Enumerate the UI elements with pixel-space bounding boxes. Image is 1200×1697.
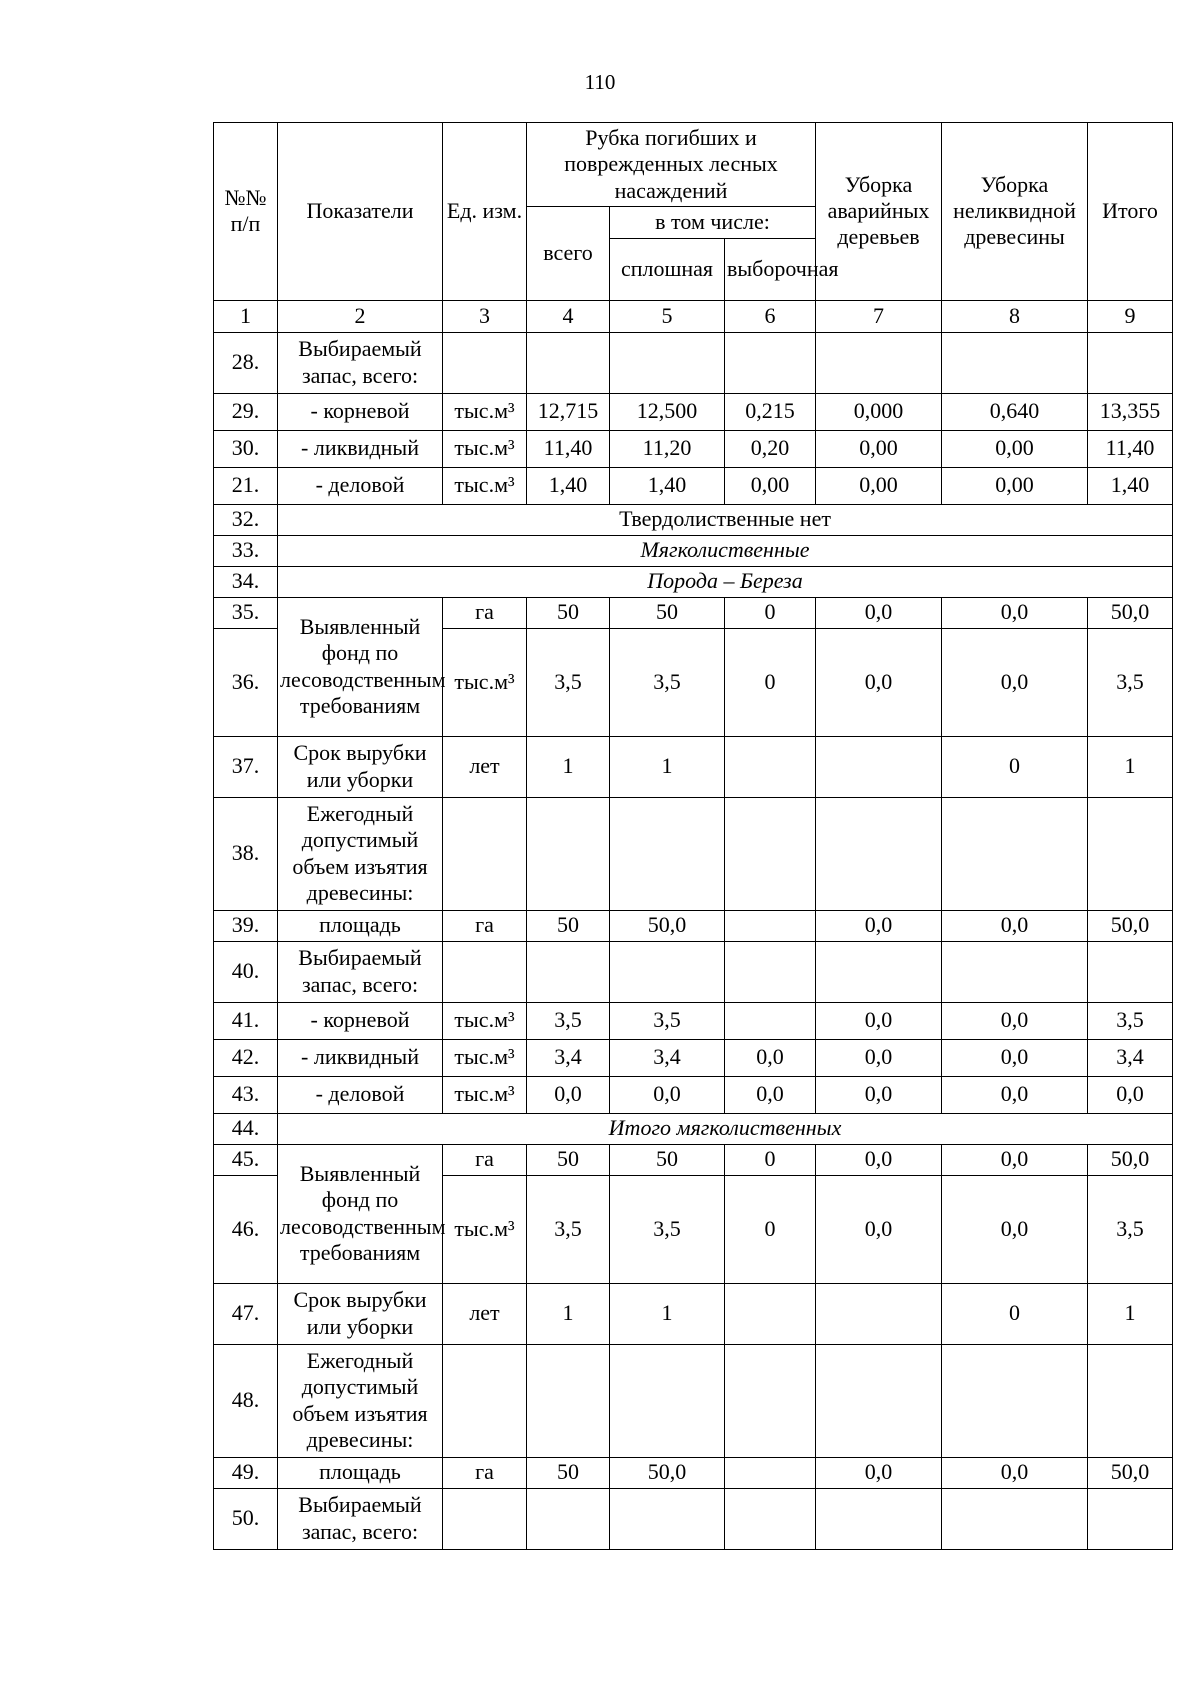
unit-cell: га [443, 910, 527, 941]
value-cell: 3,5 [527, 1002, 610, 1039]
unit-cell: тыс.м³ [443, 628, 527, 736]
value-cell: 0,215 [725, 393, 816, 430]
indicator-cell: Выбираемый запас, всего: [278, 1488, 443, 1549]
value-cell: 0,0 [942, 1076, 1088, 1113]
value-cell: 0,0 [816, 597, 942, 628]
row-number: 45. [214, 1144, 278, 1175]
value-cell: 0,0 [942, 597, 1088, 628]
header-indicator: Показатели [278, 123, 443, 301]
value-cell: 0,0 [816, 910, 942, 941]
unit-cell: лет [443, 1283, 527, 1344]
value-cell: 0,0 [816, 1076, 942, 1113]
unit-cell: тыс.м³ [443, 430, 527, 467]
value-cell: 50 [527, 910, 610, 941]
row-number: 40. [214, 941, 278, 1002]
value-cell: 0,0 [942, 1002, 1088, 1039]
unit-cell [443, 941, 527, 1002]
indicator-cell: - ликвидный [278, 1039, 443, 1076]
table-row [214, 797, 1173, 910]
value-cell: 0 [725, 628, 816, 736]
value-cell: 0,0 [725, 1039, 816, 1076]
value-cell: 50 [610, 597, 725, 628]
table-row [214, 1076, 1173, 1113]
value-cell: 3,5 [1088, 1175, 1173, 1283]
value-cell: 3,5 [527, 628, 610, 736]
value-cell: 0,0 [942, 1039, 1088, 1076]
value-cell: 3,5 [610, 628, 725, 736]
value-cell: 0,000 [816, 393, 942, 430]
value-cell: 50,0 [610, 1457, 725, 1488]
value-cell [942, 332, 1088, 393]
row-number: 21. [214, 467, 278, 504]
unit-cell: тыс.м³ [443, 393, 527, 430]
table-row [214, 1283, 1173, 1344]
value-cell [816, 941, 942, 1002]
value-cell [725, 1457, 816, 1488]
value-cell [816, 1283, 942, 1344]
value-cell [725, 1344, 816, 1457]
value-cell [725, 1488, 816, 1549]
value-cell: 0,20 [725, 430, 816, 467]
indicator-cell: Выбираемый запас, всего: [278, 332, 443, 393]
value-cell: 1 [610, 736, 725, 797]
unit-cell [443, 1488, 527, 1549]
row-number: 30. [214, 430, 278, 467]
indicator-cell: - корневой [278, 393, 443, 430]
value-cell [527, 1344, 610, 1457]
value-cell: 0 [942, 1283, 1088, 1344]
value-cell: 1,40 [527, 467, 610, 504]
indicator-cell: Выбираемый запас, всего: [278, 941, 443, 1002]
value-cell: 1 [1088, 736, 1173, 797]
value-cell [1088, 332, 1173, 393]
header-including: в том числе: [610, 207, 816, 238]
value-cell [610, 1488, 725, 1549]
value-cell [1088, 1344, 1173, 1457]
value-cell [816, 332, 942, 393]
value-cell: 11,40 [1088, 430, 1173, 467]
header-unit: Ед. изм. [443, 123, 527, 301]
value-cell: 50 [610, 1144, 725, 1175]
value-cell: 1,40 [610, 467, 725, 504]
value-cell [725, 797, 816, 910]
section-heading: Порода – Береза [278, 566, 1173, 597]
column-number-cell: 1 [214, 300, 278, 332]
row-number: 42. [214, 1039, 278, 1076]
value-cell: 11,40 [527, 430, 610, 467]
section-heading: Итого мягколиственных [278, 1113, 1173, 1144]
value-cell [1088, 941, 1173, 1002]
indicator-cell: - деловой [278, 1076, 443, 1113]
value-cell: 3,5 [610, 1002, 725, 1039]
value-cell [942, 797, 1088, 910]
value-cell: 3,4 [610, 1039, 725, 1076]
value-cell [725, 1002, 816, 1039]
row-number: 50. [214, 1488, 278, 1549]
value-cell [725, 332, 816, 393]
column-number-cell: 9 [1088, 300, 1173, 332]
row-number: 38. [214, 797, 278, 910]
value-cell: 0,0 [942, 1457, 1088, 1488]
table-row [214, 566, 1173, 597]
table-row [214, 1002, 1173, 1039]
value-cell: 0,0 [816, 1175, 942, 1283]
row-number: 48. [214, 1344, 278, 1457]
value-cell: 1 [1088, 1283, 1173, 1344]
indicator-cell: Ежегодный допустимый объем изъятия древесины: [278, 797, 443, 910]
value-cell: 0,0 [1088, 1076, 1173, 1113]
value-cell: 3,5 [527, 1175, 610, 1283]
value-cell: 50,0 [1088, 1457, 1173, 1488]
row-number: 33. [214, 535, 278, 566]
forest-harvest-table [213, 122, 1173, 1550]
value-cell: 50,0 [1088, 910, 1173, 941]
value-cell: 0,0 [816, 1144, 942, 1175]
header-clear: сплошная [610, 238, 725, 300]
value-cell: 0,0 [942, 910, 1088, 941]
indicator-cell: - корневой [278, 1002, 443, 1039]
value-cell: 3,5 [610, 1175, 725, 1283]
value-cell: 0,00 [816, 430, 942, 467]
row-number: 29. [214, 393, 278, 430]
table-row [214, 1457, 1173, 1488]
value-cell: 50,0 [610, 910, 725, 941]
value-cell: 50 [527, 597, 610, 628]
value-cell [816, 1488, 942, 1549]
value-cell: 50,0 [1088, 1144, 1173, 1175]
value-cell: 0,0 [816, 628, 942, 736]
value-cell [610, 941, 725, 1002]
column-number-cell: 5 [610, 300, 725, 332]
table-row [214, 467, 1173, 504]
value-cell [610, 797, 725, 910]
value-cell: 3,5 [1088, 1002, 1173, 1039]
row-number: 28. [214, 332, 278, 393]
value-cell: 0 [725, 597, 816, 628]
table-row [214, 504, 1173, 535]
row-number: 41. [214, 1002, 278, 1039]
value-cell: 0,0 [527, 1076, 610, 1113]
page-number: 110 [584, 70, 616, 94]
value-cell: 0,00 [942, 430, 1088, 467]
header-emergency: Уборка аварийных деревьев [816, 123, 942, 301]
table-row [214, 1344, 1173, 1457]
row-number: 32. [214, 504, 278, 535]
row-number: 43. [214, 1076, 278, 1113]
value-cell: 1 [610, 1283, 725, 1344]
indicator-cell: - деловой [278, 467, 443, 504]
value-cell: 0,640 [942, 393, 1088, 430]
header-total: Итого [1088, 123, 1173, 301]
row-number: 47. [214, 1283, 278, 1344]
column-number-cell: 7 [816, 300, 942, 332]
value-cell: 0 [725, 1144, 816, 1175]
value-cell: 3,4 [527, 1039, 610, 1076]
value-cell: 0,0 [942, 1175, 1088, 1283]
row-number: 39. [214, 910, 278, 941]
value-cell: 11,20 [610, 430, 725, 467]
value-cell: 12,715 [527, 393, 610, 430]
indicator-cell: Ежегодный допустимый объем изъятия древесины: [278, 1344, 443, 1457]
indicator-cell: площадь [278, 1457, 443, 1488]
value-cell: 0,00 [942, 467, 1088, 504]
value-cell [610, 1344, 725, 1457]
table-row [214, 941, 1173, 1002]
table-row [214, 393, 1173, 430]
value-cell [725, 1283, 816, 1344]
table-row [214, 1039, 1173, 1076]
value-cell: 0,0 [942, 628, 1088, 736]
column-numbers-row [214, 300, 1173, 332]
unit-cell: га [443, 1457, 527, 1488]
unit-cell: га [443, 597, 527, 628]
header-total-cut: всего [527, 207, 610, 300]
column-number-cell: 8 [942, 300, 1088, 332]
value-cell [816, 736, 942, 797]
value-cell: 13,355 [1088, 393, 1173, 430]
header-num: №№ п/п [214, 123, 278, 301]
value-cell: 0,0 [816, 1002, 942, 1039]
table-row [214, 430, 1173, 467]
unit-cell: тыс.м³ [443, 1002, 527, 1039]
value-cell: 0 [725, 1175, 816, 1283]
value-cell: 50 [527, 1457, 610, 1488]
value-cell: 50 [527, 1144, 610, 1175]
indicator-cell: площадь [278, 910, 443, 941]
row-number: 46. [214, 1175, 278, 1283]
value-cell: 1 [527, 1283, 610, 1344]
row-number: 37. [214, 736, 278, 797]
value-cell: 0,0 [725, 1076, 816, 1113]
column-number-cell: 2 [278, 300, 443, 332]
unit-cell: га [443, 1144, 527, 1175]
table-row [214, 1113, 1173, 1144]
value-cell: 3,4 [1088, 1039, 1173, 1076]
row-number: 35. [214, 597, 278, 628]
value-cell: 0 [942, 736, 1088, 797]
table-row [214, 1488, 1173, 1549]
unit-cell: тыс.м³ [443, 1175, 527, 1283]
indicator-cell: Срок вырубки или уборки [278, 736, 443, 797]
value-cell: 1 [527, 736, 610, 797]
table-row [214, 332, 1173, 393]
header-illiquid: Уборка неликвидной древесины [942, 123, 1088, 301]
value-cell [942, 941, 1088, 1002]
value-cell [816, 797, 942, 910]
value-cell: 1,40 [1088, 467, 1173, 504]
section-heading: Твердолиственные нет [278, 504, 1173, 535]
value-cell [942, 1344, 1088, 1457]
header-selective: выборочная [725, 238, 816, 300]
unit-cell: тыс.м³ [443, 467, 527, 504]
unit-cell: тыс.м³ [443, 1076, 527, 1113]
value-cell [725, 941, 816, 1002]
value-cell [1088, 797, 1173, 910]
value-cell: 12,500 [610, 393, 725, 430]
column-number-cell: 3 [443, 300, 527, 332]
value-cell: 0,0 [816, 1039, 942, 1076]
indicator-cell: Срок вырубки или уборки [278, 1283, 443, 1344]
value-cell: 0,0 [610, 1076, 725, 1113]
value-cell [725, 736, 816, 797]
table-row [214, 1144, 1173, 1175]
value-cell: 0,0 [816, 1457, 942, 1488]
value-cell: 50,0 [1088, 597, 1173, 628]
value-cell: 0,00 [725, 467, 816, 504]
unit-cell [443, 797, 527, 910]
indicator-cell: Выявленный фонд по лесоводственным требованиям [278, 1144, 443, 1283]
value-cell: 0,00 [816, 467, 942, 504]
value-cell [527, 797, 610, 910]
value-cell [816, 1344, 942, 1457]
value-cell [1088, 1488, 1173, 1549]
row-number: 36. [214, 628, 278, 736]
table-row [214, 736, 1173, 797]
value-cell [527, 1488, 610, 1549]
indicator-cell: Выявленный фонд по лесоводственным требованиям [278, 597, 443, 736]
unit-cell [443, 332, 527, 393]
indicator-cell: - ликвидный [278, 430, 443, 467]
row-number: 49. [214, 1457, 278, 1488]
value-cell [942, 1488, 1088, 1549]
column-number-cell: 6 [725, 300, 816, 332]
header-group-cut: Рубка погибших и поврежденных лесных насаждений [527, 123, 816, 207]
table-row [214, 910, 1173, 941]
unit-cell: лет [443, 736, 527, 797]
value-cell: 3,5 [1088, 628, 1173, 736]
value-cell: 0,0 [942, 1144, 1088, 1175]
table-header [214, 123, 1173, 333]
column-number-cell: 4 [527, 300, 610, 332]
section-heading: Мягколиственные [278, 535, 1173, 566]
table-row [214, 535, 1173, 566]
value-cell [610, 332, 725, 393]
unit-cell [443, 1344, 527, 1457]
value-cell [527, 332, 610, 393]
table-row [214, 597, 1173, 628]
row-number: 34. [214, 566, 278, 597]
unit-cell: тыс.м³ [443, 1039, 527, 1076]
value-cell [725, 910, 816, 941]
value-cell [527, 941, 610, 1002]
table-body [214, 332, 1173, 1549]
row-number: 44. [214, 1113, 278, 1144]
